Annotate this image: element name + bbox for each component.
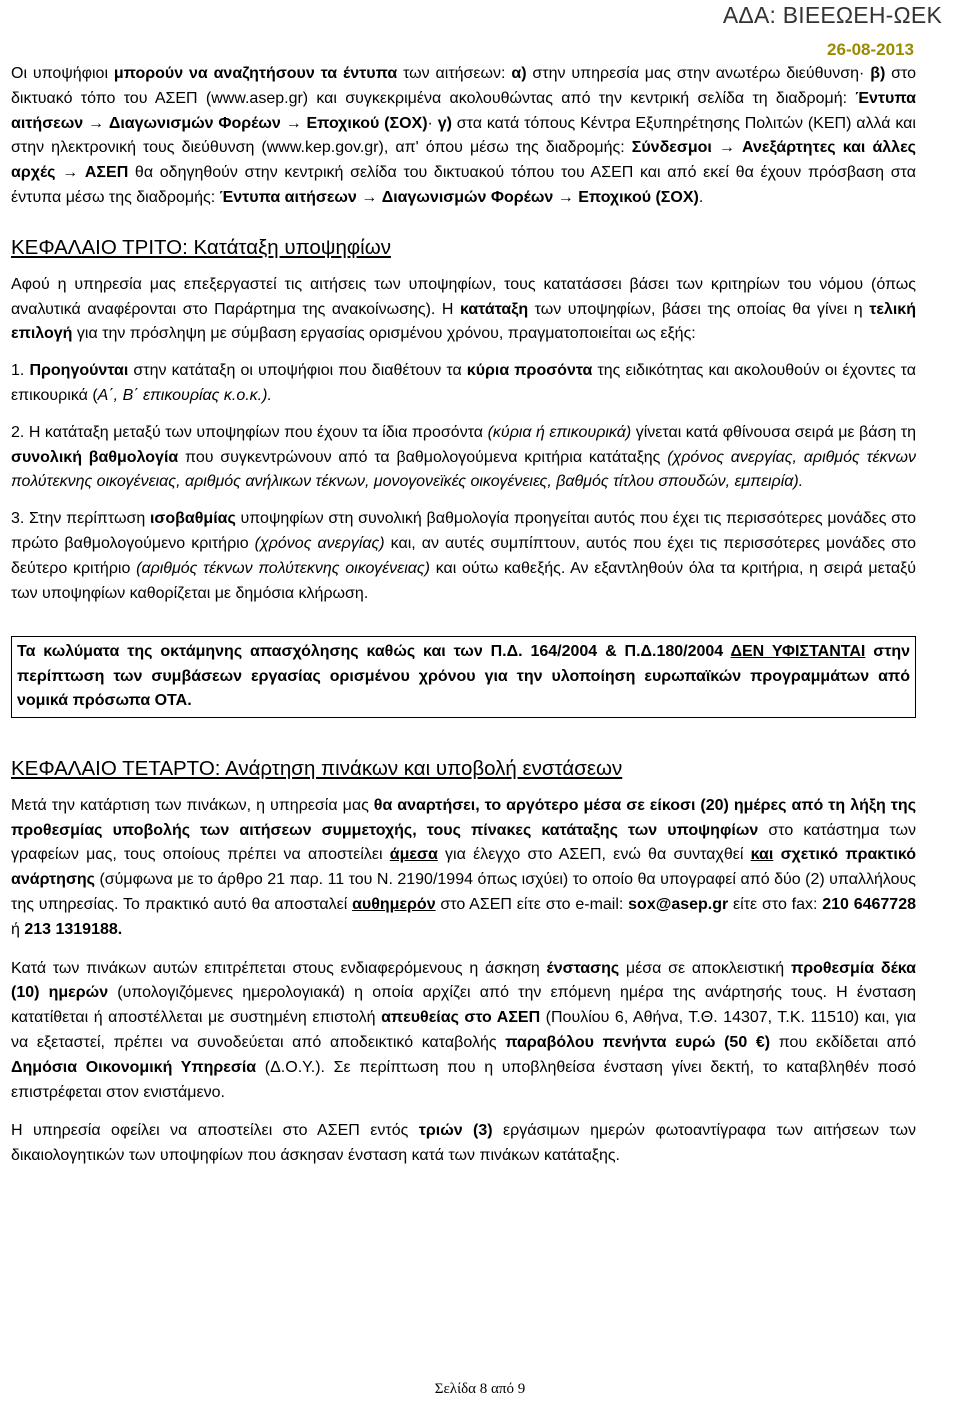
text-run: Εποχικού (ΣΟΧ) [306, 114, 428, 132]
text-run: που συγκεντρώνουν από τα βαθμολογούμενα κριτήρια κατάταξης [178, 448, 668, 466]
text-run: Έντυπα αιτήσεων [219, 188, 357, 206]
text-run: στα κατά τόπους Κέντρα Εξυπηρέτησης Πολιτών (ΚΕΠ) αλλά και στην ηλεκτρονική τους διεύθυνση (www.kep.gov.gr), απ' όπου μέσω της διαδρομής: [11, 114, 916, 157]
text-run: Δημόσια Οικονομική Υπηρεσία [11, 1058, 257, 1076]
text-run: μέσα σε αποκλειστική [619, 959, 791, 977]
fax-number: 210 6467728 [822, 896, 916, 914]
text-run: για την πρόσληψη με σύμβαση εργασίας ορισμένου χρόνου, πραγματοποιείται ως εξής: [72, 325, 696, 343]
text-run: για έλεγχο στο ΑΣΕΠ, ενώ θα συνταχθεί [437, 846, 751, 864]
text-run: παραβόλου πενήντα ευρώ (50 €) [505, 1034, 771, 1052]
text-run: ισοβαθμίας [149, 510, 236, 528]
text-run: ένστασης [546, 959, 620, 977]
text-run: τριών (3) [418, 1122, 493, 1140]
text-run: είτε στο fax: [728, 896, 823, 914]
text-run: θα οδηγηθούν στην κεντρική σελίδα του δικτυακού τόπου του ΑΣΕΠ και από εκεί θα έχουν πρόσβαση στα έντυπα μέσω της διαδρομής: [11, 164, 916, 206]
text-run: (χρόνος ανεργίας) [254, 534, 385, 552]
text-run: στην υπηρεσία μας στην ανωτέρω διεύθυνση· [526, 65, 871, 82]
chapter-four-paragraph-3 [11, 1119, 916, 1169]
text-run: Μετά την κατάρτιση των πινάκων, η υπηρεσία μας [11, 796, 374, 814]
text-run: (Δ.Ο.Υ.). Σε περίπτωση που η υποβληθείσα ένσταση γίνει δεκτή, το καταβληθέν ποσό επιστρέφεται στον ενιστάμενο. [11, 1058, 917, 1101]
chapter-four-heading: ΚΕΦΑΛΑΙΟ ΤΕΤΑΡΤΟ: Ανάρτηση πινάκων και υποβολή ενστάσεων [11, 756, 623, 780]
text-run: (Πουλίου 6, Αθήνα, Τ.Θ. 14307, Τ.Κ. 11510) και, για να εξεταστεί, πρέπει να συνοδεύεται από αποδεικτικό καταβολής [11, 1009, 916, 1052]
ranking-rule-3 [11, 507, 916, 606]
text-run: ΔΕΝ ΥΦΙΣΤΑΝΤΑΙ [730, 643, 866, 661]
text-run: 3. Στην περίπτωση [11, 510, 150, 528]
arrow-right-icon: → [361, 188, 378, 206]
chapter-three-heading: ΚΕΦΑΛΑΙΟ ΤΡΙΤΟ: Κατάταξη υποψηφίων [11, 235, 391, 259]
text-run: στο κατάστημα των γραφείων μας, τους οποίους πρέπει να αποστείλει [11, 821, 917, 864]
text-run: προθεσμία δέκα (10) ημερών [11, 959, 917, 1002]
text-run: Έντυπα αιτήσεων [11, 89, 916, 132]
text-run: (αριθμός τέκνων πολύτεκνης οικογένειας) [136, 559, 430, 577]
intro-paragraph [11, 62, 916, 211]
text-run: στο ΑΣΕΠ είτε στο e-mail: [435, 896, 629, 914]
chapter-three-paragraph [11, 273, 916, 347]
text-run: σχετικό πρακτικό ανάρτησης [11, 846, 916, 889]
document-date: 26-08-2013 [827, 40, 914, 59]
text-run: και [750, 846, 774, 864]
text-run: άμεσα [389, 846, 438, 864]
text-run: υποψηφίων στη συνολική βαθμολογία προηγείται αυτός που έχει τις περισσότερες μονάδες στο πρώτο βαθμολογούμενο κριτήριο [11, 510, 916, 552]
text-run: Κατά των πινάκων αυτών επιτρέπεται στους ενδιαφερόμενους η άσκηση [11, 959, 547, 977]
text-run: μπορούν να αναζητήσουν τα έντυπα [113, 65, 398, 82]
ranking-rule-1 [11, 359, 916, 409]
text-run: 2. Η κατάταξη μεταξύ των υποψηφίων που έχουν τα ίδια προσόντα [11, 423, 488, 441]
text-run: απευθείας στο ΑΣΕΠ [381, 1009, 541, 1027]
fax-number: 213 1319188. [24, 920, 123, 938]
text-run: ΑΣΕΠ [84, 164, 129, 182]
text-run: εργάσιμων ημερών φωτοαντίγραφα των αιτήσεων των δικαιολογητικών των υποψηφίων που άσκησαν ένσταση κατά των πινάκων κατάταξης. [11, 1122, 916, 1165]
arrow-right-icon: → [285, 114, 302, 132]
ranking-rule-2 [11, 421, 916, 495]
text-run: (κύρια ή επικουρικά) [487, 423, 632, 441]
text-run: Διαγωνισμών Φορέων [108, 114, 281, 132]
text-run: γίνεται κατά φθίνουσα σειρά με βάση τη [631, 423, 916, 441]
text-run: Τα κωλύματα της οκτάμηνης απασχόλησης καθώς και των Π.Δ. 164/2004 & Π.Δ.180/2004 [17, 643, 731, 661]
arrow-right-icon: → [88, 114, 104, 132]
text-run: και, αν αυτές συμπίπτουν, αυτός που έχει τις περισσότερες μονάδες στο δεύτερο κριτήριο [11, 534, 917, 577]
text-run: στο δικτυακό τόπο του ΑΣΕΠ (www.asep.gr) και συγκεκριμένα ακολουθώντας από την κεντρική σελίδα τη διαδρομή: [11, 65, 917, 107]
text-run: της ειδικότητας και ακολουθούν οι έχοντες τα επικουρικά ( [11, 362, 916, 404]
text-run: Αφού η υπηρεσία μας επεξεργαστεί τις αιτήσεις των υποψηφίων, τους κατατάσσει βάσει των κριτηρίων του νόμου (όπως αναλυτικά αναφέρονται στο Παράρτημα της ανακοίνωσης). Η [11, 275, 916, 318]
text-run: τελική επιλογή [11, 300, 916, 343]
text-run: 1. [11, 362, 30, 380]
page-content [11, 62, 916, 1169]
text-run: Ανεξάρτητες και άλλες αρχές [11, 139, 916, 182]
text-run: κύρια προσόντα [466, 362, 593, 380]
text-run: των υποψηφίων, βάσει της οποίας θα γίνει η [528, 300, 870, 318]
text-run: στην περίπτωση των συμβάσεων εργασίας ορισμένου χρόνου για την υλοποίηση ευρωπαϊκών προγραμμάτων από νομικά πρόσωπα ΟΤΑ. [17, 643, 911, 710]
arrow-right-icon: → [718, 139, 735, 157]
text-run: γ) [437, 114, 452, 132]
text-run: Η υπηρεσία οφείλει να αποστείλει στο ΑΣΕΠ εντός [11, 1122, 419, 1140]
text-run: β) [870, 65, 886, 82]
email-text: sox@asep.gr [628, 896, 729, 914]
text-run: (υπολογιζόμενες ημερολογιακά) η οποία αρχίζει από την επόμενη ημέρα της ανάρτησής τους. Η ένσταση κατατίθεται ή αποστέλλεται με συστημένη επιστολή [11, 984, 916, 1027]
text-run: ή [11, 920, 25, 938]
notice-box [11, 636, 916, 718]
text-run: · [427, 114, 438, 132]
text-run: θα αναρτήσει, το αργότερο μέσα σε είκοσι (20) ημέρες από τη λήξη της προθεσμίας υποβολής των αιτήσεων συμμετοχής, τους πίνακες κατάταξης των υποψηφίων [11, 796, 917, 839]
text-run: στην κατάταξη οι υποψήφιοι που διαθέτουν τα [128, 362, 467, 380]
text-run: α) [511, 65, 527, 82]
text-run: αυθημερόν [352, 896, 436, 914]
text-run: Εποχικού (ΣΟΧ) [578, 188, 699, 206]
text-run: των αιτήσεων: [397, 65, 512, 82]
text-run [773, 846, 780, 863]
text-run: Σύνδεσμοι [631, 139, 712, 157]
text-run: και ούτω καθεξής. Αν εξαντληθούν όλα τα κριτήρια, η σειρά μεταξύ των υποψηφίων καθορίζεται με δημόσια κλήρωση. [11, 559, 916, 602]
text-run: Διαγωνισμών Φορέων [381, 188, 554, 206]
text-run: (σύμφωνα με το άρθρο 21 παρ. 11 του Ν. 2190/1994 όπως ισχύει) το οποίο θα υπογραφεί από δύο (2) υπαλλήλους της υπηρεσίας. Το πρακτικό αυτό θα αποσταλεί [11, 871, 916, 914]
arrow-right-icon: → [557, 188, 574, 206]
text-run: . [698, 188, 704, 206]
text-run: συνολική βαθμολογία [11, 448, 179, 466]
text-run: Προηγούνται [29, 362, 129, 380]
text-run: κατάταξη [459, 300, 529, 318]
text-run: (χρόνος ανεργίας, αριθμός τέκνων πολύτεκνης οικογένειας, αριθμός ανήλικων τέκνων, μονογονεϊκές οικογένειες, βαθμός τίτλου σπουδών, εμπειρία). [11, 448, 917, 491]
text-run: Οι υποψήφιοι [11, 65, 114, 82]
arrow-right-icon: → [62, 164, 79, 182]
ada-code: ΑΔΑ: ΒΙΕΕΩΕΗ-ΩΕΚ [722, 2, 942, 28]
text-run: Α΄, Β΄ επικουρίας κ.ο.κ.). [97, 386, 272, 404]
page-number: Σελίδα 8 από 9 [434, 1381, 526, 1397]
text-run: που εκδίδεται από [770, 1034, 916, 1052]
chapter-four-paragraph-2 [11, 957, 916, 1106]
chapter-four-paragraph-1 [11, 794, 916, 943]
